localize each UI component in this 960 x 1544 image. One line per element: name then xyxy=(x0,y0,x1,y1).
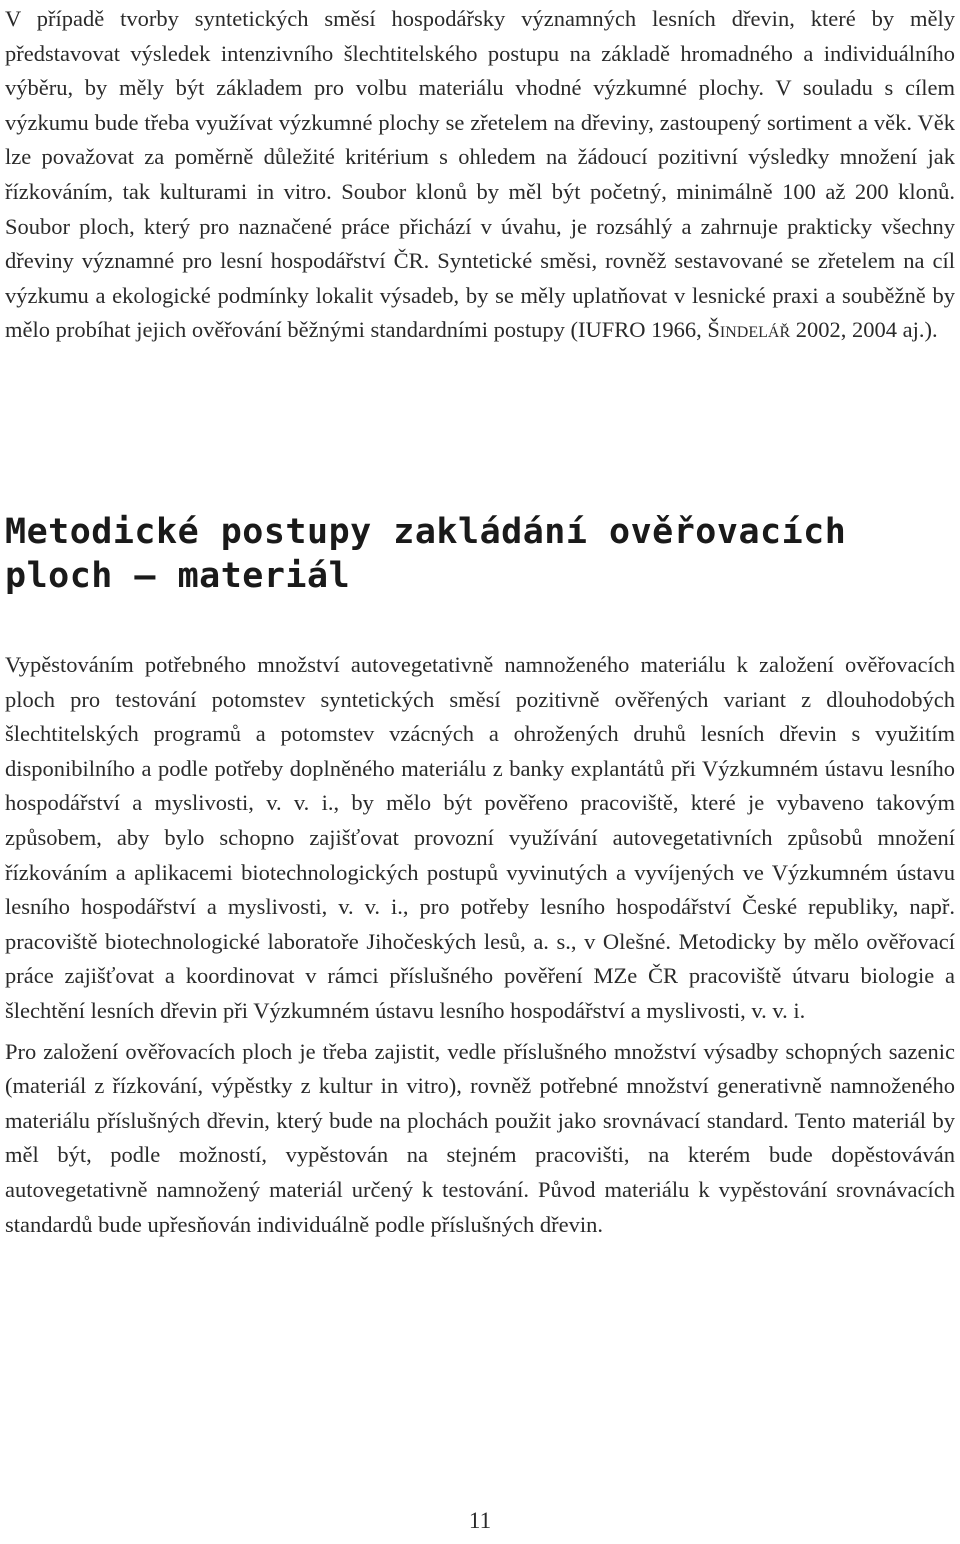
section-paragraph-1: Vypěstováním potřebného množství autovegetativně namnoženého materiálu k založení ověřovacích ploch pro testování potomstev syntetických směsí pozitivně ověřených variant z dlouhodobých šlechtitelských programů a potomstev vzácných a ohrožených druhů lesních dřevin s využitím disponibilního a podle potřeby doplněného materiálu z banky explantátů při Výzkumném ústavu lesního hospodářství a myslivosti, v. v. i., by mělo být pověřeno pracoviště, které je vybaveno takovým způsobem, aby bylo schopno zajišťovat provozní využívání autovegetativních způsobů množení řízkováním a aplikacemi biotechnologických postupů vyvinutých a vyvíjených ve Výzkumném ústavu lesního hospodářství a myslivosti, v. v. i., pro potřeby lesního hospodářství České republiky, např. pracoviště biotechnologické laboratoře Jihočeských lesů, a. s., v Olešné. Metodicky by mělo ověřovací práce zajišťovat a koordinovat v rámci příslušného pověření MZe ČR pracoviště útvaru biologie a šlechtění lesních dřevin při Výzkumném ústavu lesního hospodářství a myslivosti, v. v. i. xyxy=(5,652,955,1023)
intro-paragraph xyxy=(5,2,955,348)
citation-author: Šindelář xyxy=(707,317,791,343)
intro-text-before-citation: V případě tvorby syntetických směsí hospodářsky významných lesních dřevin, které by měly představovat výsledek intenzivního šlechtitelského postupu na základě hromadného a individuálního výběru, by měly být základem pro volbu materiálu vhodné výzkumné plochy. V souladu s cílem výzkumu bude třeba využívat výzkumné plochy se zřetelem na dřeviny, zastoupený sortiment a věk. Věk lze považovat za poměrně důležité kritérium s ohledem na žádoucí pozitivní výsledky množení jak řízkováním, tak kulturami in vitro. Soubor klonů by měl být početný, minimálně 100 až 200 klonů. Soubor ploch, který pro naznačené práce přichází v úvahu, je rozsáhlý a zahrnuje prakticky všechny dřeviny významné pro lesní hospodářství ČR. Syntetické směsi, rovněž sestavované se zřetelem na cíl výzkumu a ekologické podmínky lokalit výsadeb, by se měly uplatňovat v lesnické praxi a souběžně by mělo probíhat jejich ověřování běžnými standardními postupy (IUFRO 1966, xyxy=(5,6,955,343)
section-heading: Metodické postupy zakládání ověřovacích ploch – materiál xyxy=(5,512,847,596)
intro-text-after-citation: 2002, 2004 aj.). xyxy=(790,317,938,343)
section-paragraph-2: Pro založení ověřovacích ploch je třeba zajistit, vedle příslušného množství výsadby schopných sazenic (materiál z řízkování, výpěstky z kultur in vitro), rovněž potřebné množství generativně namnoženého materiálu příslušných dřevin, který bude na plochách použit jako srovnávací standard. Tento materiál by měl být, podle možností, vypěstován na stejném pracovišti, na kterém bude dopěstováván autovegetativně namnožený materiál určený k testování. Původ materiálu k vypěstování srovnávacích standardů bude upřesňován individuálně podle příslušných dřevin. xyxy=(5,1038,955,1237)
page-number: 11 xyxy=(468,1508,492,1533)
section-body xyxy=(5,648,955,1242)
